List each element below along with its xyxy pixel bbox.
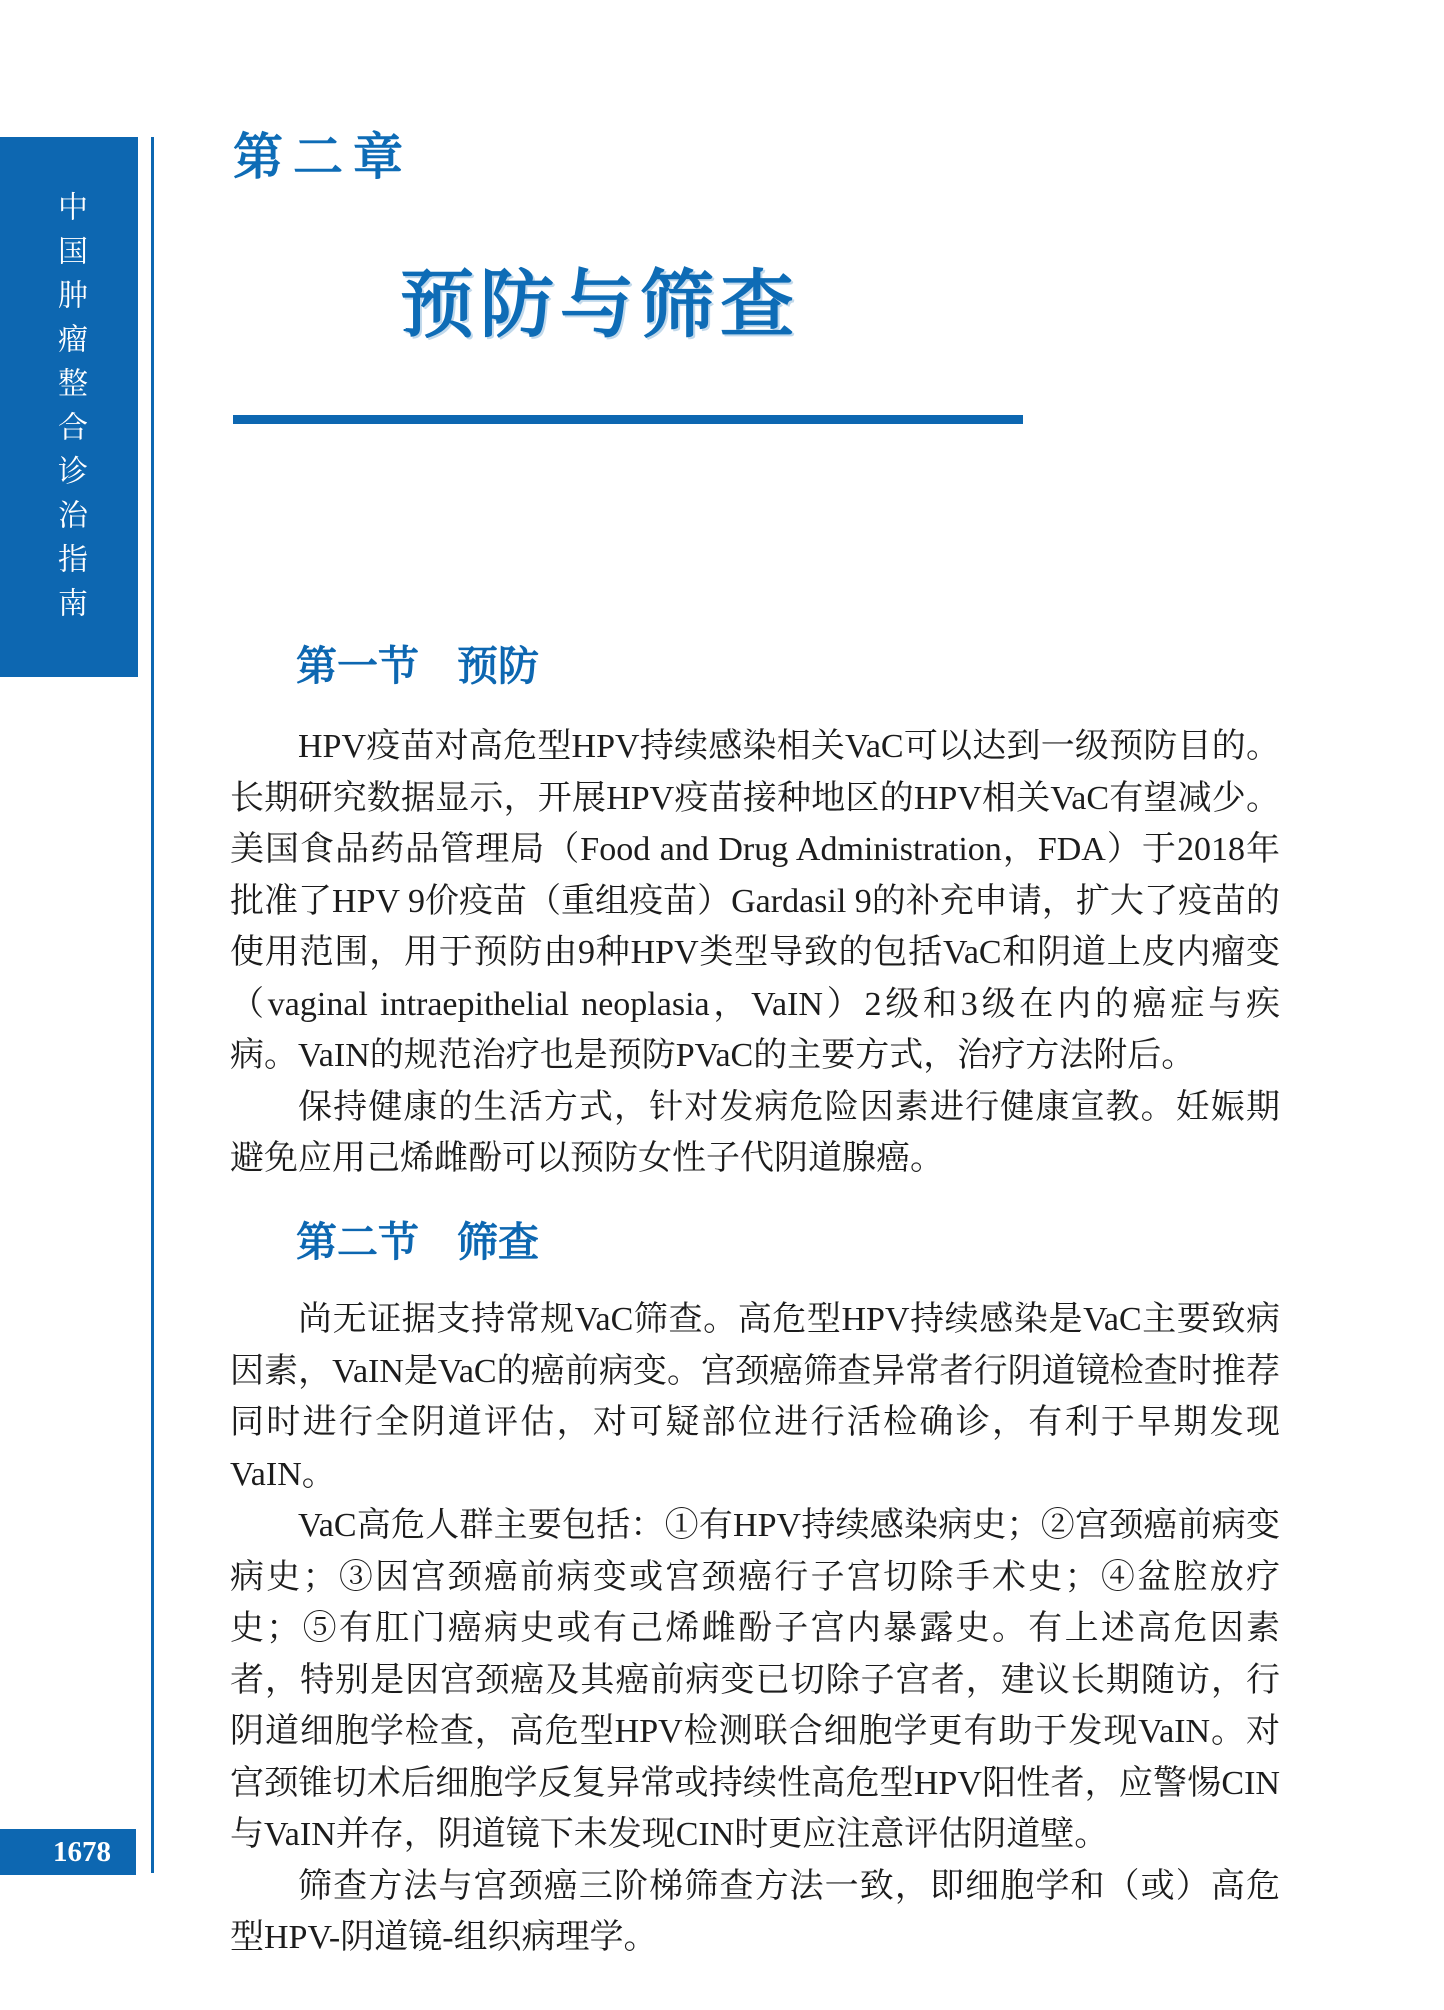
vertical-separator-rule	[151, 137, 154, 1873]
section-2-body	[230, 1294, 1280, 1964]
section-1-number: 第一节	[296, 643, 419, 689]
series-title-vertical-text: 中国肿瘤整合诊治指南	[53, 191, 86, 631]
paragraph: HPV疫苗对高危型HPV持续感染相关VaC可以达到一级预防目的。长期研究数据显示，开展HPV疫苗接种地区的HPV相关VaC有望减少。美国食品药品管理局（Food and Drug Administration，FDA）于2018年批准了HPV 9价疫苗（重组疫苗）Gardasil 9的补充申请，扩大了疫苗的使用范围，用于预防由9种HPV类型导致的包括VaC和阴道上皮内瘤变（vaginal intraepithelial neoplasia，VaIN）2级和3级在内的癌症与疾病。VaIN的规范治疗也是预防PVaC的主要方式，治疗方法附后。	[230, 728, 1280, 1074]
chapter-number-label: 第二章	[233, 129, 413, 185]
section-2-title: 筛查	[457, 1219, 539, 1265]
chapter-title: 预防与筛查	[400, 263, 800, 346]
section-1-title: 预防	[457, 643, 539, 689]
series-title-bar	[0, 137, 138, 677]
paragraph: 筛查方法与宫颈癌三阶梯筛查方法一致，即细胞学和（或）高危型HPV-阴道镜-组织病理学。	[230, 1867, 1280, 1956]
page-number-badge: 1678	[0, 1829, 136, 1875]
paragraph: 尚无证据支持常规VaC筛查。高危型HPV持续感染是VaC主要致病因素，VaIN是VaC的癌前病变。宫颈癌筛查异常者行阴道镜检查时推荐同时进行全阴道评估，对可疑部位进行活检确诊，有利于早期发现VaIN。	[230, 1301, 1280, 1493]
section-1-body	[230, 721, 1280, 1185]
section-2-heading	[296, 1219, 539, 1265]
paragraph: VaC高危人群主要包括：①有HPV持续感染病史；②宫颈癌前病变病史；③因宫颈癌前病变或宫颈癌行子宫切除手术史；④盆腔放疗史；⑤有肛门癌病史或有己烯雌酚子宫内暴露史。有上述高危因素者，特别是因宫颈癌及其癌前病变已切除子宫者，建议长期随访，行阴道细胞学检查，高危型HPV检测联合细胞学更有助于发现VaIN。对宫颈锥切术后细胞学反复异常或持续性高危型HPV阳性者，应警惕CIN与VaIN并存，阴道镜下未发现CIN时更应注意评估阴道壁。	[230, 1507, 1280, 1853]
paragraph: 保持健康的生活方式，针对发病危险因素进行健康宣教。妊娠期避免应用己烯雌酚可以预防女性子代阴道腺癌。	[230, 1088, 1280, 1177]
section-2-number: 第二节	[296, 1219, 419, 1265]
section-1-heading	[296, 643, 539, 689]
chapter-underline-rule	[233, 415, 1023, 424]
